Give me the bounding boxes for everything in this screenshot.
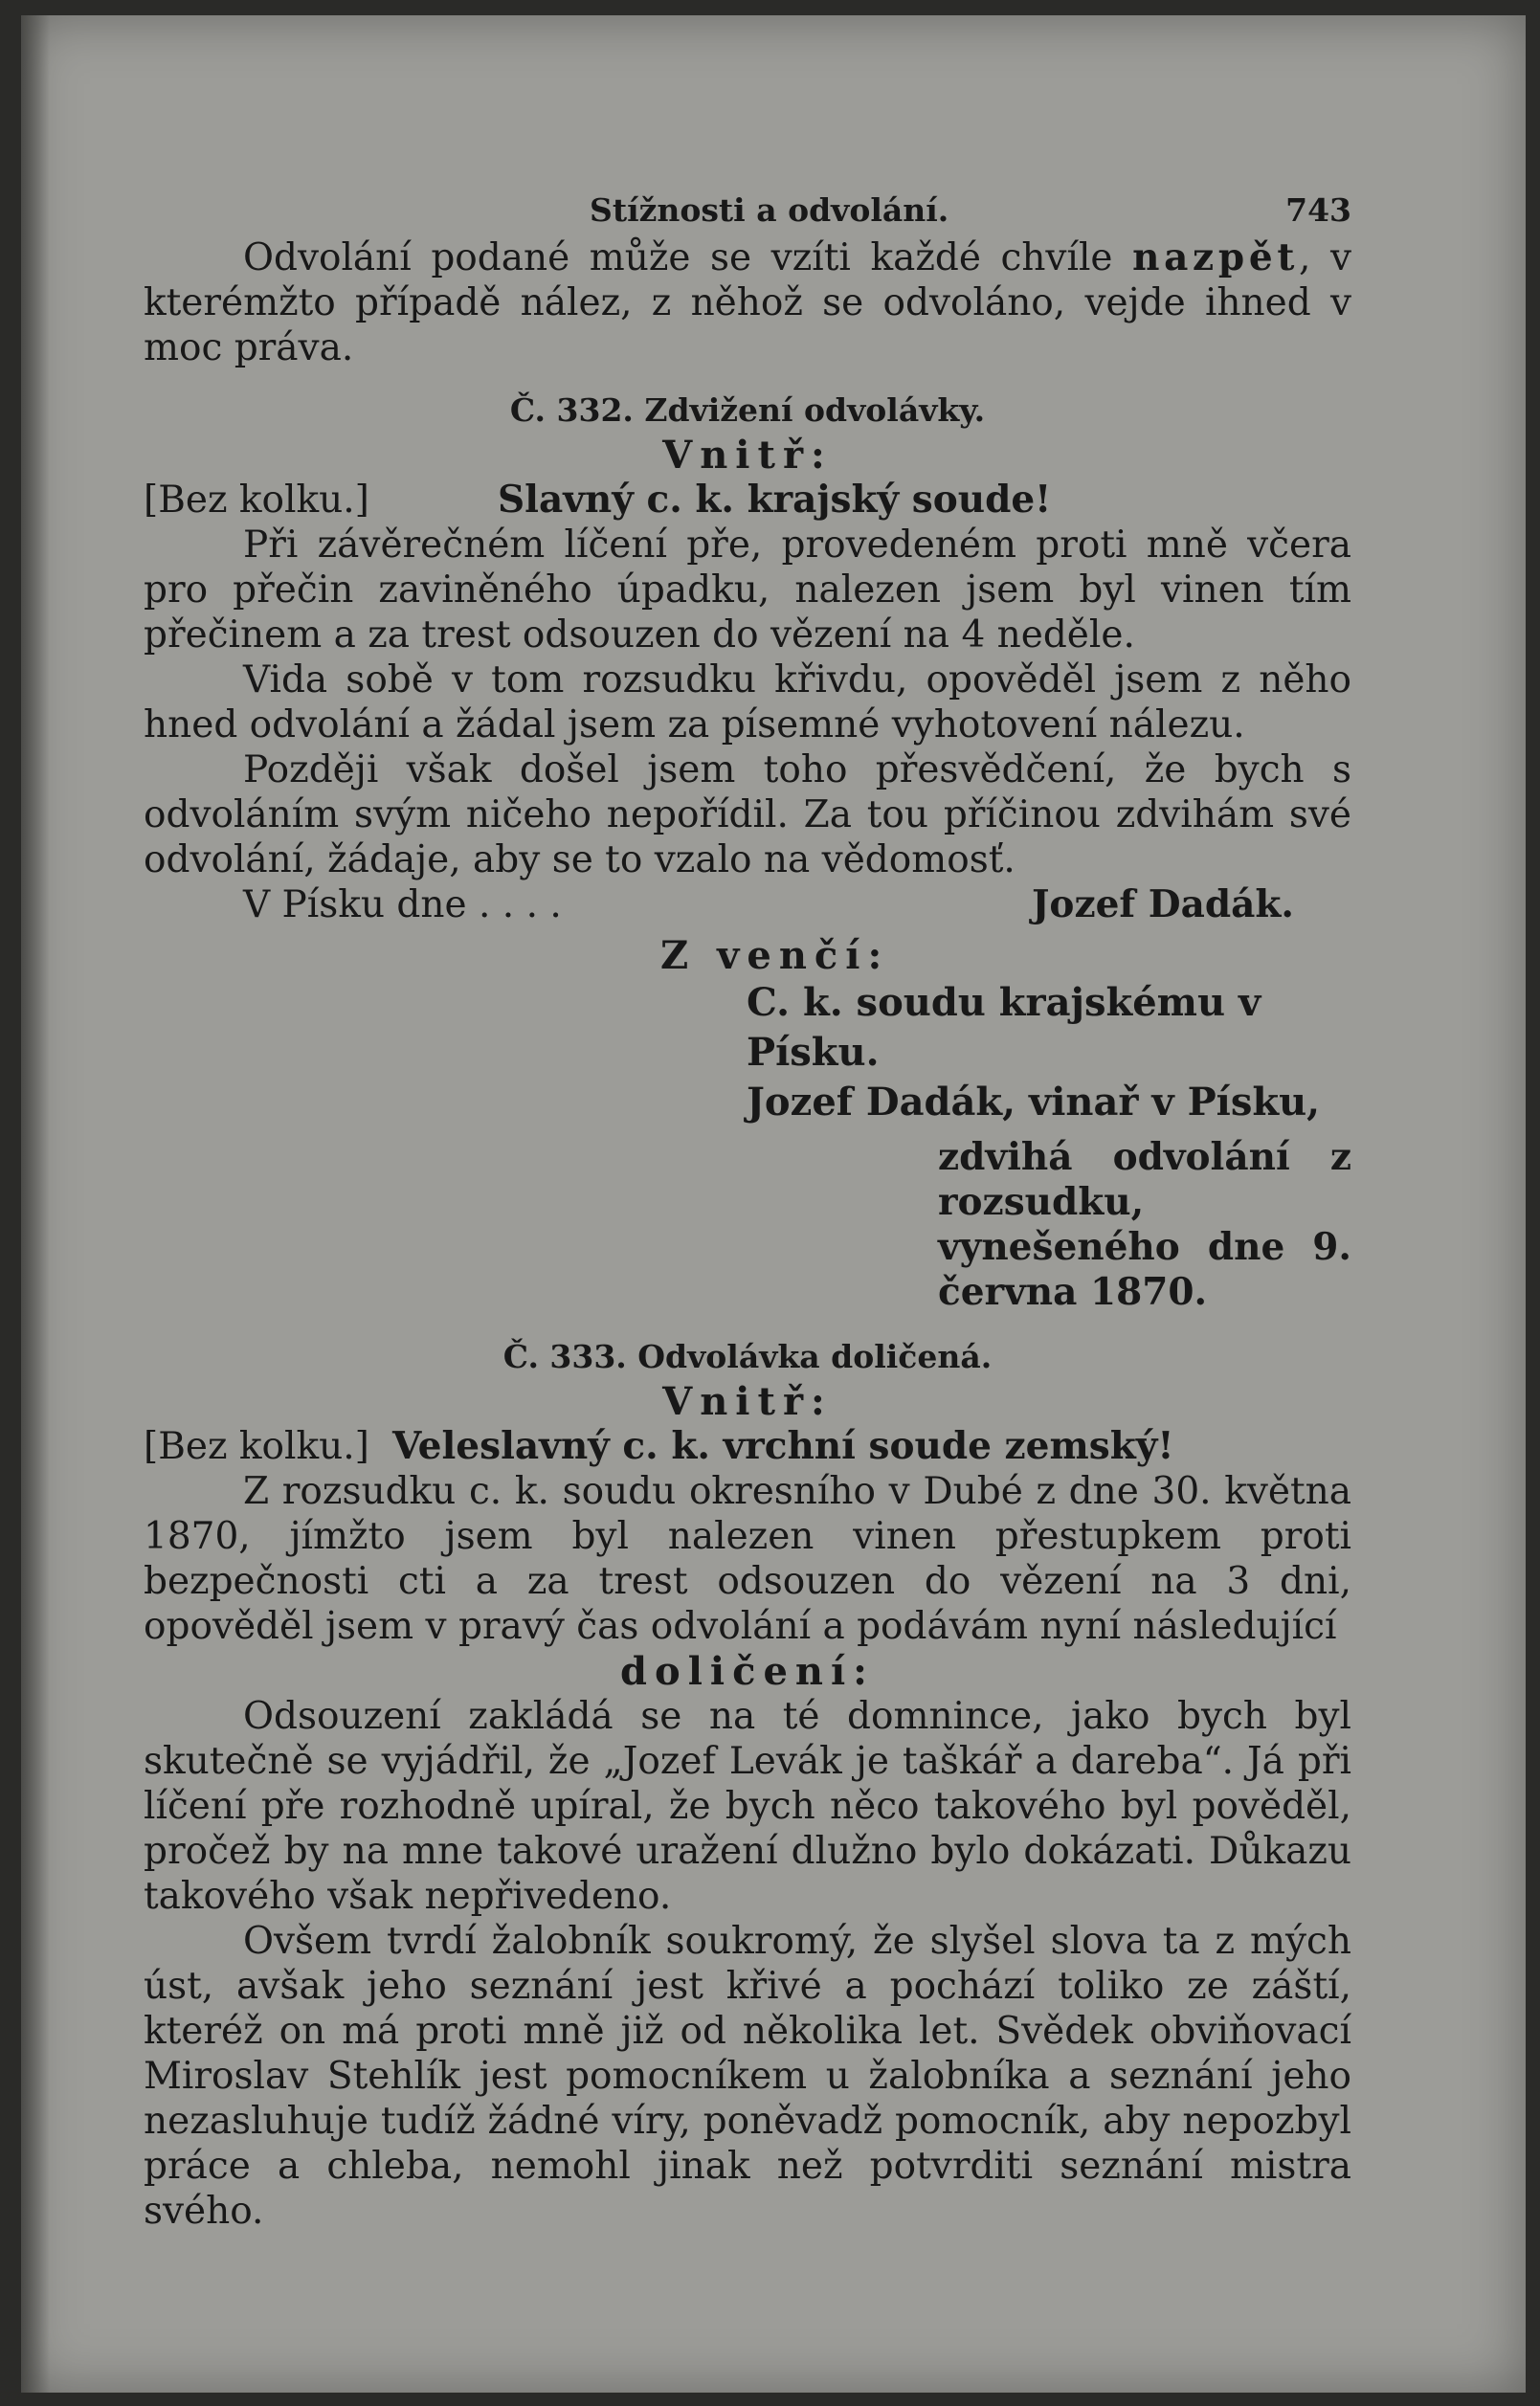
doc332-address: Slavný c. k. krajský soude!	[498, 478, 1052, 522]
doc332-signature-line	[144, 882, 1351, 927]
page-content	[144, 178, 1351, 2234]
doc333-paragraph: Odsouzení zakládá se na té domnince, jako bych byl skutečně se vyjádřil, že „Jozef Levák je taškář a dareba“. Já při líčení pře rozhodně upíral, že bych něco takového byl pověděl, pročež by na mne takové uražení dlužno bylo dokázati. Důkazu takového však nepřivedeno.	[144, 1695, 1351, 1918]
doc332-paragraph: Později však došel jsem toho přesvědčení, že bych s odvoláním svým ničeho nepořídil. Za tou příčinou zdvihám své odvolání, žádaje, aby se to vzalo na vědomosť.	[144, 748, 1351, 881]
doc333-address: Veleslavný c. k. vrchní soude zemský!	[392, 1424, 1174, 1468]
doc332-signature: Jozef Dadák.	[1031, 882, 1294, 926]
doc333-paragraph: Z rozsudku c. k. soudu okresního v Dubé z dne 30. května 1870, jímžto jsem byl nalezen vinen přestupkem proti bezpečnosti cti a za trest odsouzen do vězení na 3 dni, opověděl jsem v pravý čas odvolání a podávám nyní následující	[144, 1470, 1351, 1648]
doc333-inner-label: Vnitř:	[662, 1379, 833, 1424]
doc333-paragraph: Ovšem tvrdí žalobník soukromý, že slyšel slova ta z mých úst, avšak jeho seznání jest křivé a pochází toliko ze záští, kteréž on má proti mně již od několika let. Svědek obviňovací Miroslav Stehlík jest pomocníkem u žalobníka a seznání jeho nezasluhuje tudíž žádné víry, poněvadž pomocník, aby nepozbyl práce a chleba, nemohl jinak než potvrditi seznání mistra svého.	[144, 1920, 1351, 2233]
doc332-paragraph: Vida sobě v tom rozsudku křivdu, opověděl jsem z něho hned odvolání a žádal jsem za písemné vyhotovení nálezu.	[144, 658, 1351, 746]
emphasis-nazpet: nazpět	[1132, 235, 1300, 279]
doc332-place-date: V Písku dne . . . .	[243, 883, 562, 926]
running-header	[144, 178, 1351, 235]
doc332-outer-line: Jozef Dadák, vinař v Písku,	[747, 1080, 1321, 1125]
doc332-outer-note: zdvihá odvolání z rozsudku, vynešeného dne 9. června 1870.	[938, 1135, 1351, 1314]
doc332-paragraph: Při závěrečném líčení pře, provedeném proti mně včera pro přečin zaviněného úpadku, nalezen jsem byl vinen tím přečinem a za trest odsouzen do vězení na 4 neděle.	[144, 524, 1351, 657]
doc333-subheading: doličení:	[620, 1649, 875, 1694]
doc332-stamp-note: [Bez kolku.]	[144, 479, 369, 522]
page-number: 743	[1285, 191, 1351, 229]
doc332-outer-label: Z venčí:	[660, 933, 890, 978]
book-page	[21, 15, 1526, 2393]
doc333-address-line	[144, 1424, 1351, 1469]
doc332-outer-line: C. k. soudu krajskému v Písku.	[747, 980, 1261, 1075]
doc332-inner-label: Vnitř:	[662, 433, 833, 478]
doc332-address-line	[144, 478, 1351, 523]
doc333-stamp-note: [Bez kolku.]	[144, 1425, 369, 1468]
running-title: Stížnosti a odvolání.	[590, 191, 949, 229]
doc333-heading: Č. 333. Odvolávka doličená.	[502, 1338, 993, 1375]
doc332-heading: Č. 332. Zdvižení odvolávky.	[509, 391, 986, 429]
intro-paragraph: Odvolání podané může se vzíti každé chvíle nazpět, v kterémžto případě nález, z něhož se odvoláno, vejde ihned v moc práva.	[144, 235, 1352, 369]
